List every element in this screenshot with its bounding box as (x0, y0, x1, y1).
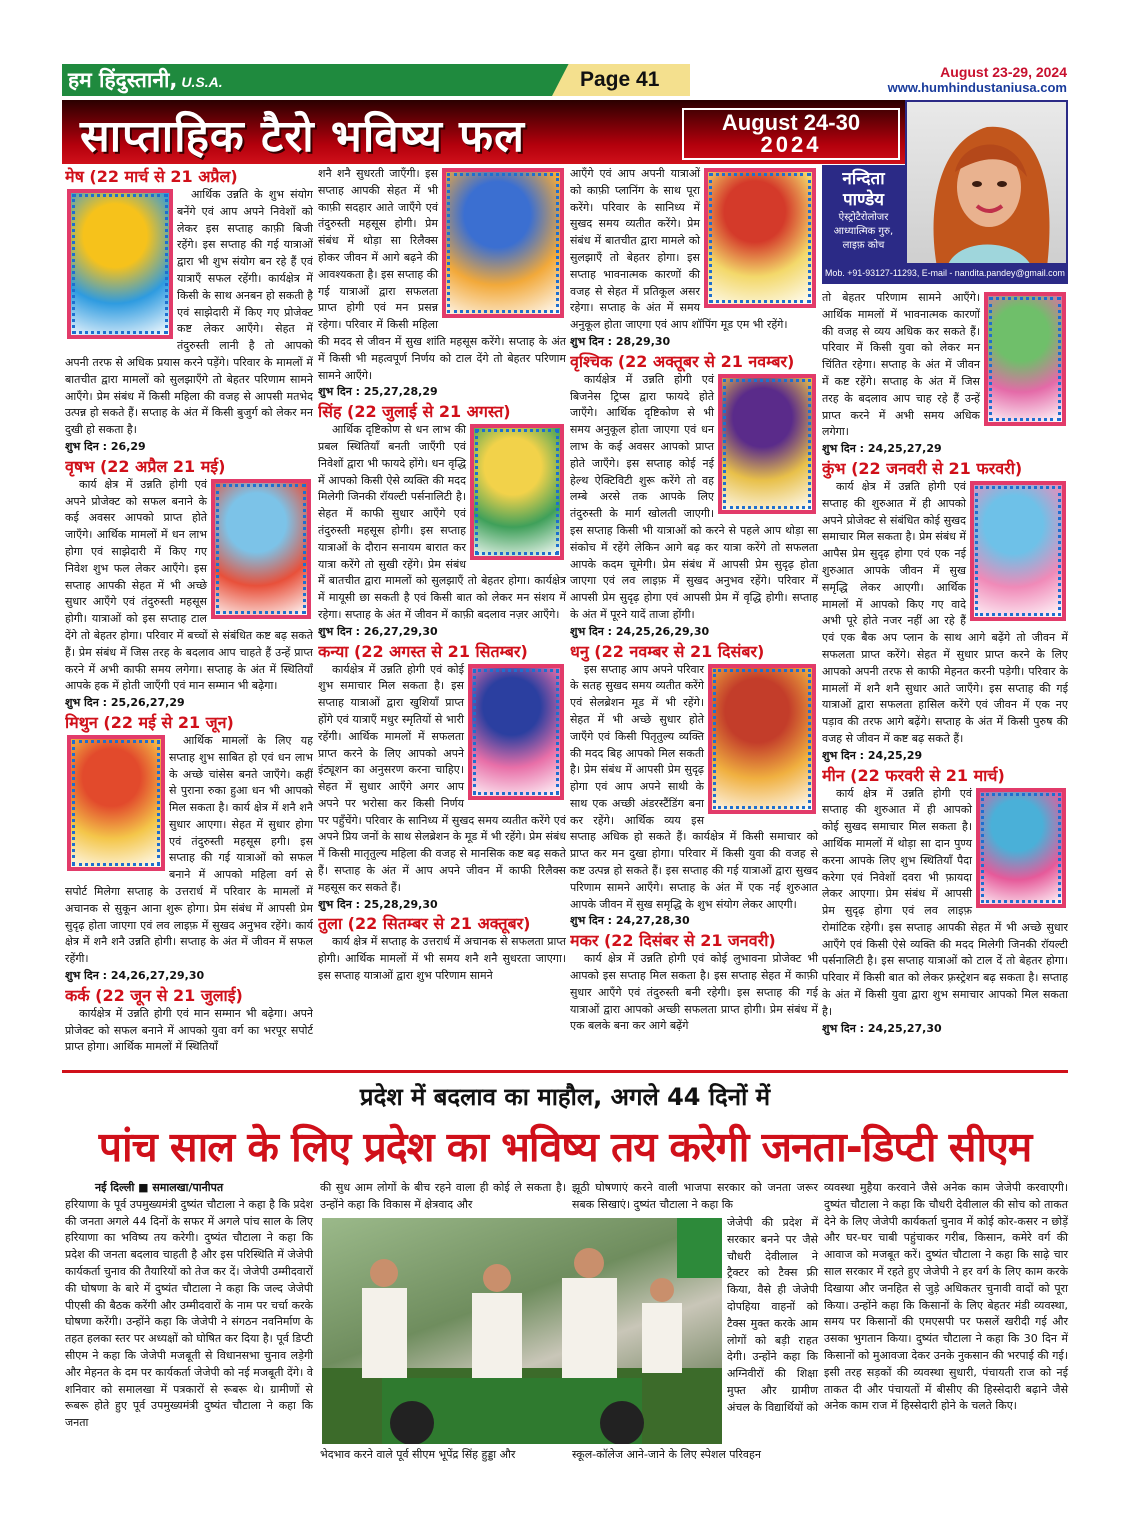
horoscope-continued-text: शनै शनै सुधरती जाएँगी। इस सप्ताह आपकी सेहत में भी काफ़ी सदहार आते जाएँगे एवं तंदुरुस्ती महसूस होगी। प्रेम संबंध में थोड़ा सा रिलैक्स होकर जीवन में आगे बढ़ने की आवश्यकता है। इस सप्ताह की गई यात्राओं द्वारा सफलता प्राप्त होगी एवं मन प्रसन्न रहेगा। परिवार में किसी महिला की मदद से जीवन में सुख शांति महसूस करेंगे। सप्ताह के अंत में किसी भी महत्वपूर्ण निर्णय को टाल देंगे तो बेहतर परिणाम सामने आएँगे। (318, 167, 566, 382)
lucky-days: शुभ दिन : 25,28,29,30 (318, 897, 438, 911)
zodiac-heading: धनु (22 नवम्बर से 21 दिसंबर) (570, 641, 765, 661)
lucky-days: शुभ दिन : 25,26,27,29 (65, 696, 185, 710)
tarot-card-image (67, 189, 173, 339)
tractor-rally-photo-icon (322, 1218, 722, 1444)
article-column-3-top: झूठी घोषणाएं करने वाली भाजपा सरकार को जनता जरूर सबक सिखाएं। दुष्यंत चौटाला ने कहा कि (572, 1181, 818, 1211)
tarot-card-image (984, 292, 1066, 426)
zodiac-heading: मीन (22 फरवरी से 21 मार्च) (822, 765, 1005, 785)
article-column-3-bottom: स्कूल-कॉलेज आने-जाने के लिए स्पेशल परिवहन (572, 1448, 761, 1461)
horoscope-text: कार्य क्षेत्र में उन्नति होगी एवं कोई लुभावना प्रोजेक्ट भी आपको इस सप्ताह मिल सकता है। इस सप्ताह सेहत में काफ़ी सुधार आएँगे एवं तंदुरुस्ती बनी रहेगी। इस सप्ताह की गई यात्राओं द्वारा आपको अच्छी सफलता प्राप्त होगी। प्रेम संबंध में एक बलके बना कर आगे बढ़ेंगे (570, 952, 818, 1033)
week-year: 2024 (760, 132, 822, 157)
author-name-2: पाण्डेय (842, 190, 885, 210)
lucky-days: शुभ दिन : 26,29 (65, 439, 146, 453)
author-title-1: ऐस्ट्रोटैरोलोजर (838, 212, 889, 223)
author-info (822, 165, 905, 265)
horoscope-text: आर्थिक दृष्टिकोण से धन लाभ की प्रबल स्थितियाँ बनती जाएँगी एवं निवेशों द्वारा भी फायदे होंगे। धन वृद्धि में आपको किसी ऐसे व्यक्ति की मदद मिलेगी जिनकी रॉयल्टी पर्सनालिटी है। सेहत में काफी सुधार आएँगे एवं तंदुरुस्ती महसूस होगी। इस सप्ताह यात्राओं के दौरान सनायम बारात कर यात्रा करेंगे तो सुखी रहेंगे। प्रेम संबंध में बातचीत द्वारा मामलों को सुलझाएँ तो बेहतर होगा। कार्यक्षेत्र में मायूसी छा सकती है एवं किसी बात को लेकर मन संशय में रहेगा। सप्ताह के अंत में जीवन में काफ़ी बदलाव नज़र आएँगे। (318, 423, 566, 621)
lucky-days: शुभ दिन : 24,25,27,29 (822, 442, 942, 456)
news-photo (322, 1218, 722, 1444)
horoscope-text: इस सप्ताह आप अपने परिवार के सतह सुखद समय व्यतीत करेंगे एवं सेलब्रेशन मूड में भी रहेंगे। सेहत में भी अच्छे सुधार होते जाएँगे एवं किसी पितृतुल्य व्यक्ति की मदद बिह आपको मिल सकती है। प्रेम संबंध में आपसी प्रेम सुदृढ़ होगा एवं आप अपने साथी के साथ एक अच्छी अंडरस्टैंडिंग बना कर रहेंगे। आर्थिक व्यय इस सप्ताह अधिक हो सकते हैं। कार्यक्षेत्र में किसी समाचार को प्राप्त कर मन दुखा होगा। परिवार में किसी युवा की वजह से कष्ट उत्पन्न हो सकते हैं। इस सप्ताह की गई यात्राओं द्वारा सुखद परिणाम सामने आएँगे। सप्ताह के अंत में एक नई शुरुआत आपके जीवन में सुख समृद्धि के शुभ संयोग लेकर आएगी। (570, 662, 818, 911)
article-dateline: नई दिल्ली ■ समालखा/पानीपत (95, 1181, 224, 1194)
horoscope-text: आर्थिक उन्नति के शुभ संयोग बनेंगे एवं आप अपने निवेशों को लेकर इस सप्ताह काफ़ी बिजी रहेंगे। इस सप्ताह की गई यात्राओं द्वारा भी शुभ संयोग बन रहे हैं एवं यात्राएँ सफल रहेंगी। कार्यक्षेत्र में किसी के साथ अनबन हो सकती है एवं साझेदारी में किए गए प्रोजेक्ट कष्ट लेकर आएँगे। सेहत में तंदुरुस्ती लानी है तो आपको अपनी तरफ से अधिक प्रयास करने पड़ेंगे। परिवार के मामलों में बातचीत द्वारा मामलों को सुलझाएँगे तो बेहतर परिणाम सामने आएँगे। प्रेम संबंध में किसी महिला की वजह से आपसी मतभेद उत्पन्न हो सकते हैं। सप्ताह के अंत में किसी बुजुर्ग को लेकर मन दुखी हो सकता है। (65, 188, 313, 437)
horoscope-text: कार्यक्षेत्र में उन्नति होगी एवं बिजनेस ट्रिप्स द्वारा फायदे होते जाएँगे। आर्थिक दृष्टिकोण से भी समय अनुकूल होता जाएगा एवं धन लाभ के कई अवसर आपको प्राप्त होते जाएँगे। इस सप्ताह कोई नई हेल्थ ऐक्टिविटी शुरू करेंगे तो वह लम्बे अरसे तक आपके लिए तंदुरुस्ती के मार्ग खोलती जाएगी। इस सप्ताह किसी भी यात्राओं को करने से पहले आप थोड़ा सा संकोच में रहेंगे लेकिन आगे बढ़ कर यात्रा करेंगे तो सफलता आपके कदम चूमेगी। प्रेम संबंध में आपसी प्रेम सुदृढ़ होता जाएगा एवं लव लाइफ़ में सुखद अनुभव रहेंगे। परिवार में आपसी प्रेम सुदृढ़ होगा एवं आपसी प्रेम में वृद्धि होगी। सप्ताह के अंत में पूरने यादें ताजा होंगी। (570, 372, 818, 621)
week-date-box (682, 108, 900, 160)
paper-name-text: हम हिंदुस्तानी, (68, 68, 178, 92)
tarot-card-image (470, 424, 564, 560)
section-divider (62, 1070, 1068, 1073)
author-title-3: लाइफ़ कोच (842, 240, 885, 251)
horoscope-text: कार्यक्षेत्र में उन्नति होगी एवं कोई शुभ समाचार मिल सकता है। इस सप्ताह यात्राओं द्वारा खुशियाँ प्राप्त होंगे एवं यात्राएँ मधुर स्मृतियों से भारी रहेंगी। आर्थिक मामलों में सफलता प्राप्त करने के लिए आपको अपने इंट्यूशन का अनुसरण करना चाहिए। सेहत में सुधार आएँगे अगर आप अपने पर भरोसा कर किसी निर्णय पर पहुँचेंगे। परिवार के सानिध्य में सुखद समय व्यतीत करेंगे एवं अपने प्रिय जनों के साथ सेलब्रेशन के मूड में भी रहेंगे। प्रेम संबंध में किसी मातृतुल्य महिला की वजह से मानसिक कष्ट बढ़ सकते हैं। सप्ताह के अंत में आप अपने जीवन में काफी रिलैक्स महसूस कर सकते हैं। (318, 662, 566, 894)
horoscope-continued-text: तो बेहतर परिणाम सामने आएँगे। आर्थिक मामलों में भावनात्मक कारणों की वजह से व्यय अधिक कर सकते हैं। परिवार में किसी युवा को लेकर मन चिंतित रहेगा। सप्ताह के अंत में जीवन में कष्ट रहेंगे। सप्ताह के अंत में जिस तरह के बदलाव आप चाह रहे हैं उन्हें प्राप्त करने में अभी समय अधिक लगेगा। (822, 291, 980, 439)
tarot-card-image (211, 479, 311, 619)
article-text: हरियाणा के पूर्व उपमुख्यमंत्री दुष्यंत चौटाला ने कहा है कि प्रदेश की जनता अगले 44 दिनों के सफर में अगले पांच साल के लिए हरियाणा का भविष्य तय करेगी। दुष्यंत चौटाला ने कहा कि प्रदेश की जनता बदलाव चाहती है और इस परिस्थिति में जेजेपी कार्यकर्ता चुनाव की तैयारियों को तेज कर दें। जेजेपी उम्मीदवारों की घोषणा के बारे में दुष्यंत चौटाला ने कहा कि जल्द जेजेपी पीएसी की बैठक करेंगी और उम्मीदवारों के नाम पर चर्चा करके घोषणा करेंगी। उन्होंने कहा कि जेजेपी ने संगठन नवनिर्माण के तहत हलका स्तर पर अध्यक्षों को घोषित कर दिया है। पूर्व डिप्टी सीएम ने कहा कि जेजेपी मजबूती से विधानसभा चुनाव लड़ेगी और मेहनत के दम पर कार्यकर्ता जेजेपी को नई मजबूती देंगे। वे शनिवार को समालखा में पत्रकारों से रूबरू थे। ग्रामीणों से रूबरू होते हुए पूर्व उपमुख्यमंत्री दुष्यंत चौटाला ने कहा कि जनता (65, 1197, 313, 1430)
zodiac-heading: कन्या (22 अगस्त से 21 सितम्बर) (318, 641, 528, 661)
author-contact: Mob. +91-93127-11293, E-mail - nandita.pandey@gmail.com (825, 268, 1065, 279)
paper-suffix: U.S.A. (181, 74, 223, 90)
horoscope-text: कार्य क्षेत्र में सप्ताह के उत्तरार्ध में अचानक से सफलता प्राप्त होगी। आर्थिक मामलों में भी समय शनै शनै सुधरता जाएगा। इस सप्ताह यात्राओं द्वारा शुभ परिणाम सामने (318, 935, 566, 983)
tarot-card-image (976, 788, 1066, 908)
lucky-days: शुभ दिन : 24,27,28,30 (570, 914, 690, 928)
article-column-2-bottom: भेदभाव करने वाले पूर्व सीएम भूपेंद्र सिंह हुड्डा और (320, 1448, 516, 1461)
horoscope-continued-text: आएँगे एवं आप अपनी यात्राओं को काफ़ी प्लानिंग के साथ पूरा करेंगे। परिवार के सानिध्य में सुखद समय व्यतीत करेंगे। प्रेम संबंध में बातचीत द्वारा मामले को सुलझाएँ तो बेहतर होगा। इस सप्ताह भावनात्मक कारणों की वजह से सेहत में प्रतिकूल असर रहेगा। सप्ताह के अंत में समय अनुकूल होता जाएगा एवं आप शॉपिंग मूड एम भी रहेंगे। (570, 167, 788, 332)
horoscope-text: कार्यक्षेत्र में उन्नति होगी एवं मान सम्मान भी बढ़ेगा। अपने प्रोजेक्ट को सफल बनाने में आपको युवा वर्ग का भरपूर सपोर्ट प्राप्त होगा। आर्थिक मामलों में स्थितियाँ (65, 1006, 313, 1054)
lucky-days: शुभ दिन : 24,25,27,30 (822, 1021, 942, 1035)
week-range: August 24-30 (721, 110, 861, 135)
zodiac-heading: वृश्चिक (22 अक्तूबर से 21 नवम्बर) (570, 351, 795, 371)
article-headline: पांच साल के लिए प्रदेश का भविष्य तय करेगी जनता-डिप्टी सीएम (98, 1123, 1032, 1171)
page-number: Page 41 (580, 68, 660, 91)
zodiac-heading: मकर (22 दिसंबर से 21 जनवरी) (570, 931, 776, 951)
tarot-card-image (718, 374, 816, 514)
horoscope-text: कार्य क्षेत्र में उन्नति होगी एवं सप्ताह की शुरुआत में ही आपको अपने प्रोजेक्ट से संबंधित कोई सुखद समाचार मिल सकता है। प्रेम संबंध में आपैस प्रेम सुदृढ़ होगा एवं एक नई शुरुआत आपके जीवन में सुख समृद्धि लेकर आएगी। आर्थिक मामलों में आपको किए गए वादे अभी पूरे होते नजर नहीं आ रहे हैं एवं एक बैक अप प्लान के साथ आगे बढ़ेंगे तो जीवन में सफलता प्राप्त करेंगे। सेहत में सुधार प्राप्त करने के लिए आपको अपनी तरफ से काफी मेहनत करनी पड़ेगी। परिवार के मामलों में शनै शनै सुधार आते जाएँगे। इस सप्ताह की गई यात्राओं द्वारा सफलता हासिल करेंगे एवं जीवन में एक नए पड़ाव की तरफ आगे बढ़ेंगे। सप्ताह के अंत में किसी पुरुष की वजह से जीवन में कष्ट बढ़ सकते हैं। (822, 479, 1068, 745)
zodiac-heading: कर्क (22 जून से 21 जुलाई) (65, 985, 243, 1005)
horoscope-column-2 (318, 166, 566, 1068)
author-name-1: नन्दिता (842, 169, 885, 189)
lucky-days: शुभ दिन : 24,25,29 (822, 748, 923, 762)
section-title: साप्ताहिक टैरो भविष्य फल (80, 111, 525, 162)
tarot-card-image (67, 735, 165, 871)
zodiac-heading: मिथुन (22 मई से 21 जून) (65, 712, 234, 732)
horoscope-column-3 (570, 166, 818, 1068)
tarot-card-image (468, 664, 564, 800)
issue-date: August 23-29, 2024 (940, 64, 1067, 80)
tarot-card-image (704, 168, 816, 308)
article-column-4: व्यवस्था मुहैया करवाने जैसे अनेक काम जेजेपी करवाएगी। दुष्यंत चौटाला ने कहा कि चौधरी देवीलाल की सोच को ताकत देने के लिए जेजेपी कार्यकर्ता चुनाव में कोई कोर-कसर न छोड़ें और घर-घर चाबी पहुंचाकर गरीब, किसान, कमेरे वर्ग की आवाज को मजबूत करें। दुष्यंत चौटाला ने कहा कि साढ़े चार साल सरकार में रहते हुए जेजेपी ने हर वर्ग के लिए काम करके दिखाया और जनहित से जुड़े अधिकतर चुनावी वादों को पूरा किया। उन्होंने कहा कि किसानों के लिए बेहतर मंडी व्यवस्था, समय पर किसानों की एमएसपी पर फसलें खरीदी गई और उसका भुगतान किया। दुष्यंत चौटाला ने कहा कि 30 दिन में किसानों को मुआवजा देकर उनके नुकसान की भरपाई की गई। इसी तरह सड़कों की व्यवस्था सुधारी, पंचायती राज को नई ताकत दी और पंचायतों में बीसीए की हिस्सेदारी बढ़ाने जैसे अनेक काम राज में हिस्सेदारी होने के चलते किए। (824, 1181, 1068, 1413)
author-portrait-icon (907, 102, 1068, 265)
tarot-card-image (708, 664, 816, 814)
horoscope-text: कार्य क्षेत्र में उन्नति होगी एवं अपने प्रोजेक्ट को सफल बनाने के कई अवसर आपको प्राप्त होते जाएँगे। आर्थिक मामलों में धन लाभ होगा एवं साझेदारी में किए गए निवेश शुभ फल लेकर आएँगे। इस सप्ताह आपकी सेहत में भी अच्छे सुधार आएँगे एवं तंदुरुस्ती महसूस होगी। यात्राओं को इस सप्ताह टाल देंगे तो बेहतर होगा। परिवार में बच्चों से संबंधित कष्ट बढ़ सकते हैं। प्रेम संबंध में जिस तरह के बदलाव आप चाहते हैं उन्हें प्राप्त करने में अभी काफी समय लगेगा। सप्ताह के अंत में स्थितियाँ आपके हक में होती जाएँगी एवं मान सम्मान भी बढ़ेगा। (65, 477, 313, 693)
horoscope-column-4 (822, 290, 1068, 1068)
zodiac-heading: सिंह (22 जुलाई से 21 अगस्त) (318, 402, 511, 422)
lucky-days: शुभ दिन : 25,27,28,29 (318, 385, 438, 399)
horoscope-text: कार्य क्षेत्र में उन्नति होगी एवं सप्ताह की शुरुआत में ही आपको कोई सुखद समाचार मिल सकता है। आर्थिक मामलों में थोड़ा सा दान पुण्य करना आपके लिए शुभ स्थितियाँ पैदा करेगा एवं निवेशों दवरा भी फ़ायदा लेकर आएगा। प्रेम संबंध में आपसी प्रेम सुदृढ़ होगा एवं लव लाइफ़ रोमांटिक रहेगी। इस सप्ताह आपकी सेहत में भी अच्छे सुधार आएँगे एवं किसी ऐसे व्यक्ति की मदद मिलेगी जिनकी रॉयल्टी पर्सनालिटी है। इस सप्ताह यात्राओं को टाल दें तो बेहतर होगा। परिवार में किसी बात को लेकर फ़्रस्ट्रेशन बढ़ सकता है। सप्ताह के अंत में किसी युवा द्वारा शुभ समाचार आपको मिल सकता है। (822, 786, 1068, 1018)
article-column-2-top: की सुध आम लोगों के बीच रहने वाला ही कोई ले सकता है। उन्होंने कहा कि विकास में क्षेत्रवाद और (320, 1181, 566, 1211)
zodiac-heading: तुला (22 सितम्बर से 21 अक्तूबर) (318, 914, 531, 934)
lucky-days: शुभ दिन : 28,29,30 (570, 334, 671, 348)
horoscope-text: आर्थिक मामलों के लिए यह सप्ताह शुभ साबित हो एवं धन लाभ के अच्छे चांसेस बनते जाएँगे। कहीं से पुराना रुका हुआ धन भी आपको मिल सकता है। कार्य क्षेत्र में शनै शनै सुधार आएगा। सेहत में सुधार होगा एवं तंदुरुस्ती महसूस हगी। इस सप्ताह की गई यात्राओं को सफल बनाने में आपको महिला वर्ग से सपोर्ट मिलेगा सप्ताह के उत्तरार्ध में परिवार के मामलों में अचानक से सुकून आना शुरू होगा। प्रेम संबंध में आपसी प्रेम सुदृढ़ होता जाएगा एवं लव लाइफ़ में सुखद अनुभव रहेंगे। कार्य क्षेत्र में शनै शनै उन्नति होगी। सप्ताह के अंत में जीवन में सफल रहेंगी। (65, 733, 313, 966)
article-column-1 (65, 1180, 313, 1432)
tarot-card-image (442, 168, 564, 318)
horoscope-column-1 (65, 166, 313, 1068)
zodiac-heading: मेष (22 मार्च से 21 अप्रैल) (65, 167, 238, 186)
author-photo (905, 100, 1068, 265)
zodiac-heading: वृषभ (22 अप्रैल 21 मई) (65, 456, 226, 476)
article-kicker: प्रदेश में बदलाव का माहौल, अगले 44 दिनों में (359, 1083, 771, 1111)
zodiac-heading: कुंभ (22 जनवरी से 21 फरवरी) (822, 458, 1023, 478)
tarot-card-image (970, 481, 1066, 621)
paper-name (68, 66, 538, 94)
lucky-days: शुभ दिन : 24,25,26,29,30 (570, 624, 710, 638)
website-link[interactable]: www.humhindustaniusa.com (887, 80, 1067, 95)
author-title-2: आध्यात्मिक गुरु, (833, 226, 894, 237)
article-column-3-side: जेजेपी की प्रदेश में सरकार बनने पर जैसे चौधरी देवीलाल ने ट्रैक्टर को टैक्स फ्री किया, वैसे ही जेजेपी दोपहिया वाहनों को टैक्स मुक्त करके आम लोगों को बड़ी राहत देगी। उन्होंने कहा कि अग्निवीरों की शिक्षा मुफ्त और ग्रामीण अंचल के विद्यार्थियों को (727, 1216, 818, 1414)
lucky-days: शुभ दिन : 26,27,29,30 (318, 624, 438, 638)
lucky-days: शुभ दिन : 24,26,27,29,30 (65, 969, 205, 983)
